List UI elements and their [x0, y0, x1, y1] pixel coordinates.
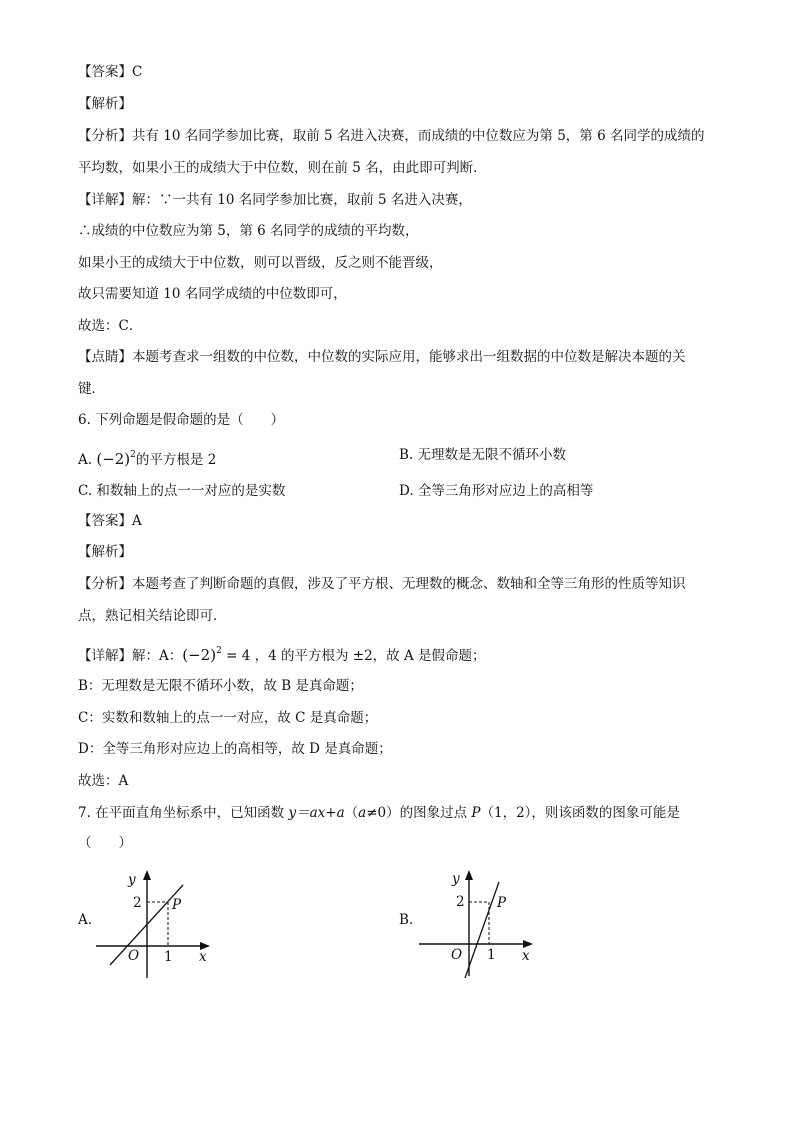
- q5-xiangjie-line1: 【详解】解：∵一共有 10 名同学参加比赛，取前 5 名进入决赛，: [78, 192, 472, 208]
- q6-option-c: C. 和数轴上的点一一对应的是实数: [78, 483, 286, 499]
- graph-a-two-label: 2: [133, 895, 142, 911]
- graph-b-x-arrow: [523, 940, 533, 948]
- q5-dianjing-line2: 键．: [78, 381, 105, 397]
- q7-stem-cond: a: [358, 805, 367, 821]
- graph-a-y-arrow: [143, 870, 151, 880]
- q6-fenxi-line2: 点，熟记相关结论即可．: [78, 608, 227, 624]
- q5-fenxi-line2: 平均数，如果小王的成绩大于中位数，则在前 5 名，由此即可判断．: [78, 160, 487, 176]
- q6-xiangjie-exp: 2: [216, 646, 222, 656]
- q5-dianjing-line1: 【点睛】本题考查求一组数的中位数，中位数的实际应用，能够求出一组数据的中位数是解决本题的关: [78, 349, 686, 365]
- q5-guxuan: 故选：C．: [78, 318, 143, 334]
- q6-option-d: D. 全等三角形对应边上的高相等: [399, 483, 594, 499]
- q6-guxuan: 故选：A: [78, 773, 129, 789]
- q7-stem-point: P: [471, 805, 481, 821]
- graph-a-option-label: A.: [78, 912, 93, 928]
- q6-option-b: B. 无理数是无限不循环小数: [399, 447, 567, 463]
- graph-b-x-label: x: [522, 948, 530, 964]
- q7-stem-d: （1，2），则该函数的图象可能是: [480, 805, 680, 821]
- q5-jiexi: 【解析】: [78, 96, 132, 112]
- graph-a-point-label: P: [172, 897, 182, 913]
- graph-b-y-label: y: [452, 871, 460, 887]
- q6-option-a: [78, 446, 216, 469]
- q6-option-a-base: (−2): [96, 450, 131, 468]
- q6-option-a-label: A.: [78, 452, 97, 468]
- graph-a-y-label: y: [128, 872, 136, 888]
- graph-a-x-label: x: [199, 949, 207, 965]
- graph-b-option-label: B.: [399, 912, 414, 928]
- graph-b-one-label: 1: [487, 947, 496, 963]
- q6-jiexi: 【解析】: [78, 544, 132, 560]
- graph-b-origin-label: O: [451, 947, 463, 963]
- q6-option-a-exp: 2: [130, 450, 136, 460]
- graph-a-origin-label: O: [128, 948, 140, 964]
- q6-line-c: C：实数和数轴上的点一一对应，故 C 是真命题；: [78, 710, 378, 726]
- q7-stem-c: ≠0）的图象过点: [366, 805, 472, 821]
- graph-b-y-arrow: [465, 870, 473, 880]
- q7-stem-line1: [78, 804, 680, 822]
- q7-stem-b: （: [344, 805, 359, 821]
- q6-answer: 【答案】A: [78, 513, 142, 529]
- q5-fenxi-line1: 【分析】共有 10 名同学参加比赛，取前 5 名进入决赛，而成绩的中位数应为第 5，第 6 名同学的成绩的: [78, 128, 705, 144]
- graph-a-one-label: 1: [164, 949, 173, 965]
- graph-b-point-label: P: [497, 895, 507, 911]
- q5-xiangjie-line3: 如果小王的成绩大于中位数，则可以晋级，反之则不能晋级，: [78, 255, 443, 271]
- q5-xiangjie-line2: ∴成绩的中位数应为第 5，第 6 名同学的成绩的平均数，: [78, 223, 419, 239]
- q6-xiangjie: [78, 642, 486, 665]
- graph-b-two-label: 2: [456, 894, 465, 910]
- q6-xiangjie-text: = 4 ，4 的平方根为 ±2，故 A 是假命题；: [221, 648, 486, 664]
- q6-fenxi-line1: 【分析】本题考查了判断命题的真假，涉及了平方根、无理数的概念、数轴和全等三角形的性质等知识: [78, 576, 686, 592]
- q6-xiangjie-prefix: 【详解】解：A：: [78, 648, 183, 664]
- q6-line-b: B：无理数是无限不循环小数，故 B 是真命题；: [78, 678, 363, 694]
- q5-answer: 【答案】C: [78, 64, 143, 80]
- q7-stem-line2: （ ）: [78, 835, 132, 851]
- q6-option-a-text: 的平方根是 2: [135, 452, 217, 468]
- graph-b-function-line: [465, 882, 499, 978]
- q5-xiangjie-line4: 故只需要知道 10 名同学成绩的中位数即可，: [78, 286, 347, 302]
- q7-stem-func: y＝ax+a: [288, 805, 345, 821]
- graph-a: [90, 868, 220, 983]
- graph-b: [413, 868, 543, 983]
- q6-stem: 6. 下列命题是假命题的是（ ）: [78, 412, 285, 428]
- q6-xiangjie-base: (−2): [182, 646, 217, 664]
- q7-stem-a: 7. 在平面直角坐标系中，已知函数: [78, 805, 289, 821]
- q6-line-d: D：全等三角形对应边上的高相等，故 D 是真命题；: [78, 741, 392, 757]
